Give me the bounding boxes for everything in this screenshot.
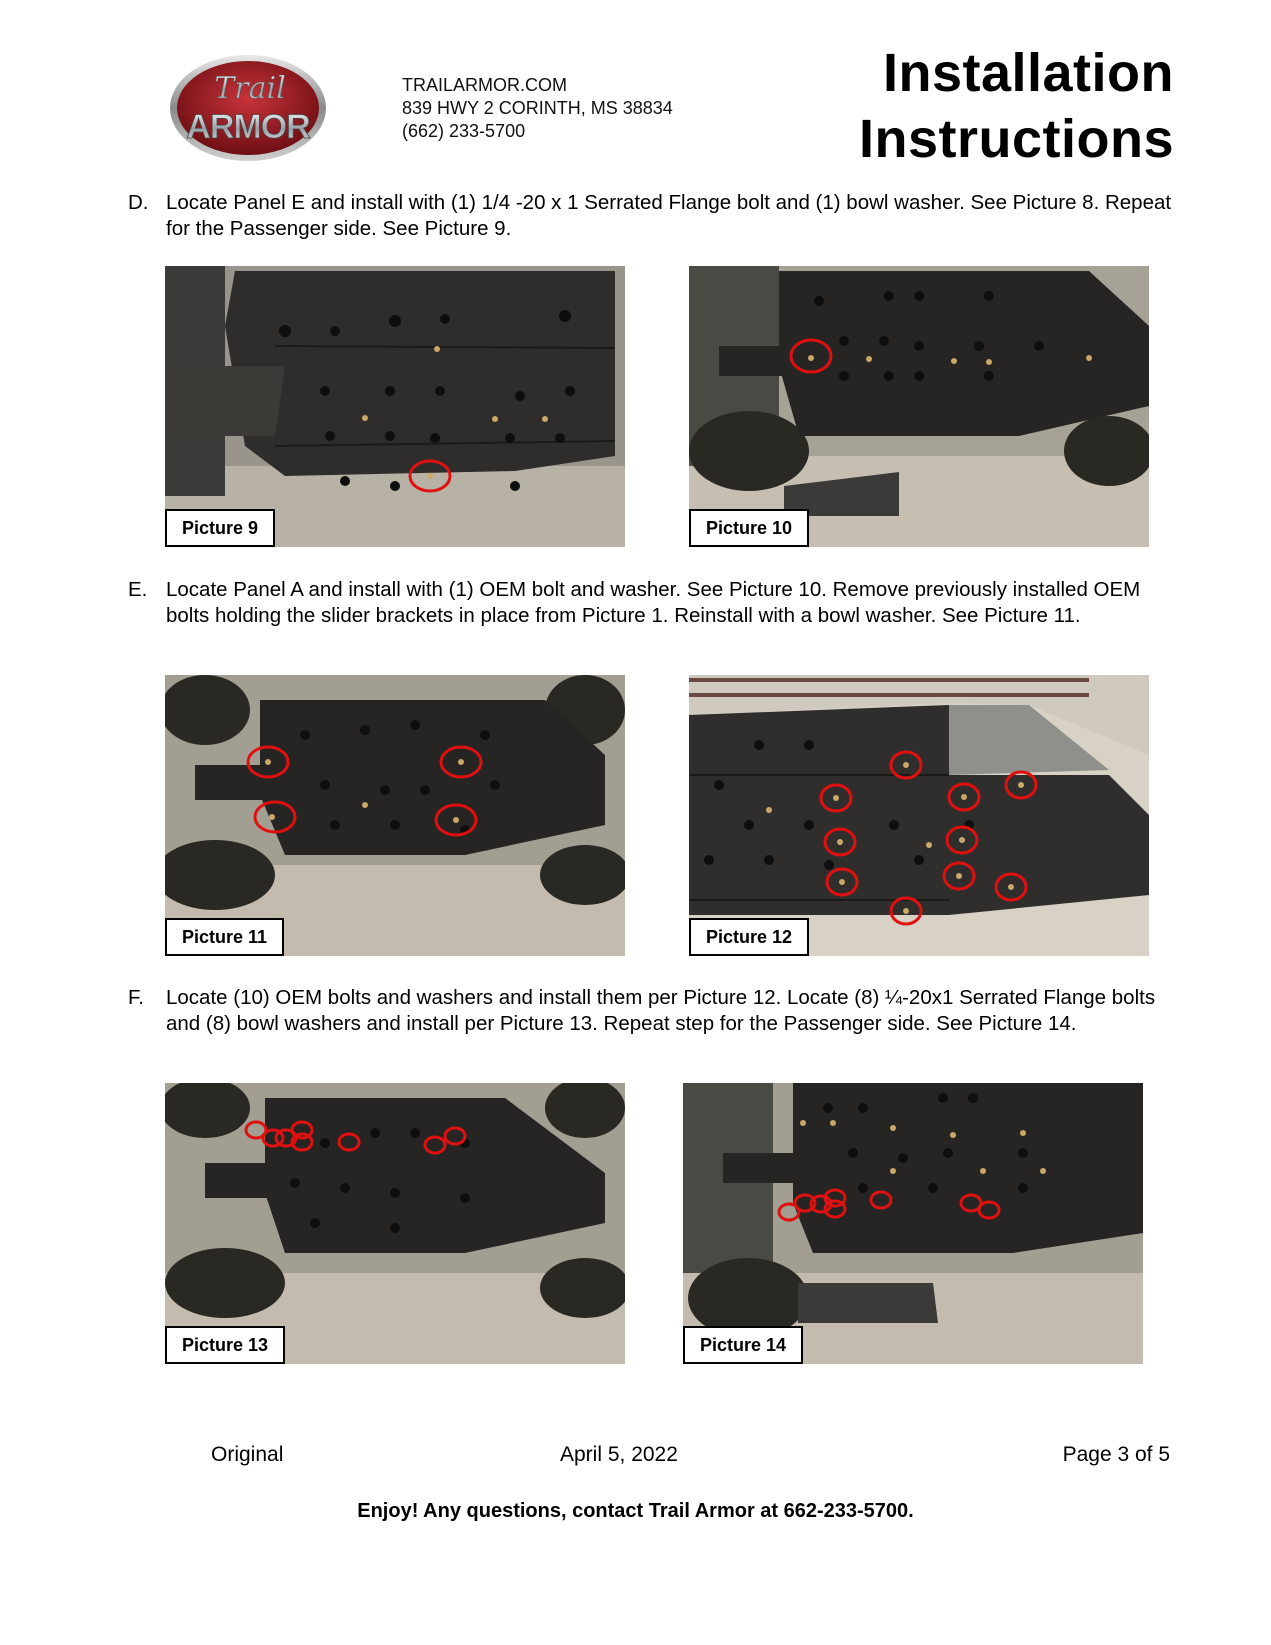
company-contact	[402, 74, 673, 143]
footer-date: April 5, 2022	[560, 1443, 678, 1466]
page-title: Installation Instructions	[858, 43, 1174, 169]
picture-12-photo	[689, 675, 1149, 956]
company-address: 839 HWY 2 CORINTH, MS 38834	[402, 98, 673, 118]
svg-text:ARMOR: ARMOR	[186, 108, 310, 146]
picture-10-photo	[689, 266, 1149, 547]
svg-text:Trail: Trail	[214, 71, 286, 106]
picture-label: Picture 13	[165, 1326, 285, 1364]
company-phone: (662) 233-5700	[402, 121, 526, 141]
step-e	[128, 577, 1188, 629]
footer-contact-note: Enjoy! Any questions, contact Trail Armor at 662-233-5700.	[357, 1500, 914, 1522]
picture-label: Picture 9	[165, 509, 275, 547]
picture-13-photo	[165, 1083, 625, 1364]
footer-revision: Original	[211, 1443, 284, 1466]
picture-9-photo	[165, 266, 625, 547]
step-letter: D.	[128, 191, 149, 214]
picture-label: Picture 14	[683, 1326, 803, 1364]
step-text: Locate Panel E and install with (1) 1/4 -20 x 1 Serrated Flange bolt and (1) bowl washer. See Picture 8. Repeat for the Passenger side. See Picture 9.	[166, 191, 1172, 240]
step-text: Locate (10) OEM bolts and washers and install them per Picture 12. Locate (8) ¼-20x1 Serrated Flange bolts and (8) bowl washers and install per Picture 13. Repeat step for the Passenger side. See Picture 14.	[166, 986, 1156, 1035]
step-f	[128, 985, 1188, 1037]
picture-14-photo	[683, 1083, 1143, 1364]
step-letter: E.	[128, 578, 148, 601]
picture-label: Picture 11	[165, 918, 284, 956]
step-text: Locate Panel A and install with (1) OEM bolt and washer. See Picture 10. Remove previously installed OEM bolts holding the slider brackets in place from Picture 1. Reinstall with a bowl washer. See Picture 11.	[166, 578, 1141, 627]
company-website: TRAILARMOR.COM	[402, 75, 568, 95]
step-d	[128, 190, 1188, 242]
picture-label: Picture 12	[689, 918, 809, 956]
footer-page-number: Page 3 of 5	[1062, 1443, 1170, 1466]
picture-11-photo	[165, 675, 625, 956]
step-letter: F.	[128, 986, 144, 1009]
picture-label: Picture 10	[689, 509, 809, 547]
trail-armor-logo	[168, 52, 328, 164]
